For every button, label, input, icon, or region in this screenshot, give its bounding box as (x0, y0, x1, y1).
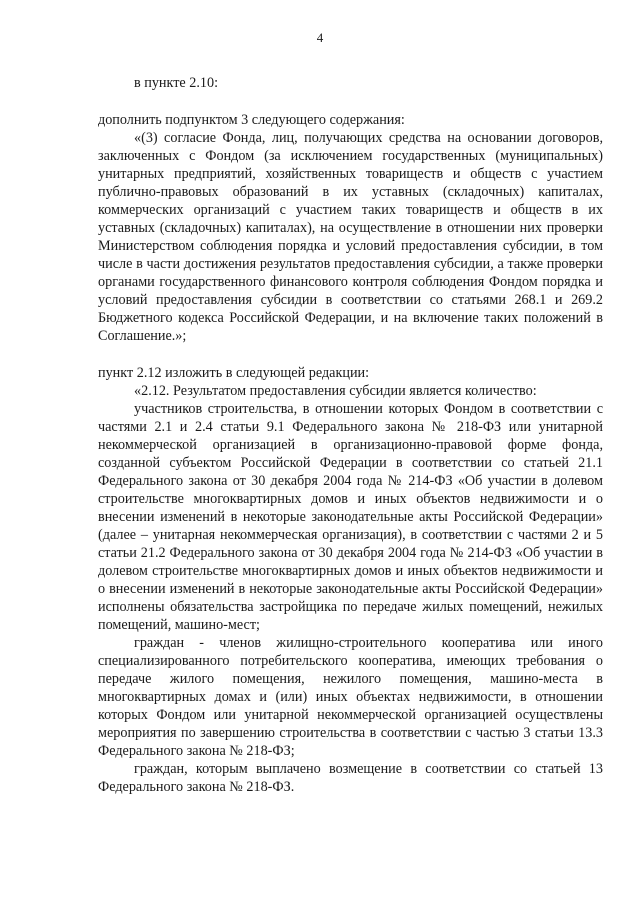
page-number: 4 (316, 30, 324, 45)
paragraph-result-heading: «2.12. Результатом предоставления субсидии является количество: (134, 383, 537, 399)
paragraph-intro: в пункте 2.10: (134, 75, 219, 91)
paragraph-cooperative-members: граждан - членов жилищно-строительного кооператива или иного специализированного потребительского кооператива, имеющих требования о передаче жилого помещения, нежилого помещения, машино-места в многоквартирных домах и (или) иных объектах недвижимости, в отношении которых Фондом или унитарной некоммерческой организацией осуществлены мероприятия по завершению строительства в соответствии с частью 3 статьи 13.3 Федерального закона № 218-ФЗ; (98, 635, 603, 759)
paragraph-consent: «(3) согласие Фонда, лиц, получающих средства на основании договоров, заключенных с Фондом (за исключением государственных (муниципальных) унитарных предприятий, хозяйственных товариществ и обществ с участием публично-правовых образований в их уставных (складочных) капиталах, коммерческих организаций с участием таких товариществ и обществ в их уставных (складочных) капиталах), на осуществление в отношении них проверки Министерством соблюдения порядка и условий предоставления субсидии, в том числе в части достижения результатов предоставления субсидии, а также проверки органами государственного финансового контроля соблюдения Фондом порядка и условий предоставления субсидии в соответствии со статьями 268.1 и 269.2 Бюджетного кодекса Российской Федерации, и на включение таких положений в Соглашение.»; (98, 130, 603, 344)
paragraph-point-212: пункт 2.12 изложить в следующей редакции: (98, 365, 370, 381)
paragraph-compensation: граждан, которым выплачено возмещение в соответствии со статьей 13 Федерального закона № 218-ФЗ. (98, 761, 603, 795)
paragraph-participants: участников строительства, в отношении которых Фондом в соответствии с частями 2.1 и 2.4 статьи 9.1 Федерального закона № 218-ФЗ или унитарной некоммерческой организацией в организационно-правовой форме фонда, созданной субъектом Российской Федерации в соответствии со статьей 21.1 Федерального закона от 30 декабря 2004 года № 214-ФЗ «Об участии в долевом строительстве многоквартирных домов и иных объектов недвижимости и о внесении изменений в некоторые законодательные акты Российской Федерации» (далее – унитарная некоммерческая организация), в соответствии с частями 2 и 5 статьи 21.2 Федерального закона от 30 декабря 2004 года № 214-ФЗ «Об участии в долевом строительстве многоквартирных домов и иных объектов недвижимости и о внесении изменений в некоторые законодательные акты Российской Федерации» исполнены обязательства застройщика по передаче жилых помещений, нежилых помещений, машино-мест; (98, 401, 603, 633)
paragraph-amendment: дополнить подпунктом 3 следующего содержания: (98, 112, 405, 128)
document-body (98, 74, 603, 796)
